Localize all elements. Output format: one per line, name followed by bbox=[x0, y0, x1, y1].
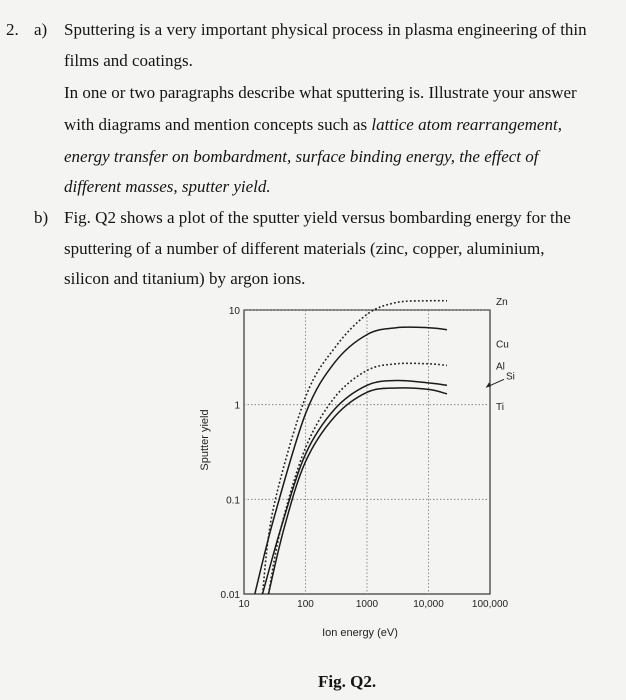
x-axis-label: Ion energy (eV) bbox=[322, 627, 398, 639]
part-b-label: b) bbox=[34, 208, 49, 227]
curve-cu bbox=[255, 327, 447, 594]
part-b-line-2: sputtering of a number of different materials (zinc, copper, aluminium, bbox=[64, 239, 545, 258]
x-tick-label: 10 bbox=[238, 599, 250, 610]
chart-grid bbox=[244, 310, 490, 594]
series-label-zn: Zn bbox=[496, 296, 508, 308]
x-tick-label: 100,000 bbox=[471, 599, 509, 610]
part-b-line-1: Fig. Q2 shows a plot of the sputter yield versus bombarding energy for the bbox=[64, 208, 571, 227]
curve-zn bbox=[263, 301, 448, 594]
curve-si bbox=[263, 380, 448, 594]
chart-tick-labels bbox=[221, 306, 509, 610]
x-tick-label: 100 bbox=[297, 599, 314, 610]
part-b-line-3: silicon and titanium) by argon ions. bbox=[64, 269, 306, 288]
part-a-line-4-italic: lattice atom rearrangement, bbox=[371, 115, 562, 134]
sputter-yield-chart bbox=[190, 290, 520, 650]
y-tick-label: 0.01 bbox=[220, 590, 240, 601]
series-label-si: Si bbox=[506, 371, 515, 383]
part-a-label: a) bbox=[34, 20, 48, 39]
part-a-line-4 bbox=[64, 115, 562, 135]
y-tick-label: 0.1 bbox=[226, 495, 240, 507]
part-a-line-2: films and coatings. bbox=[64, 51, 193, 70]
question-number: 2. bbox=[6, 20, 19, 39]
y-tick-label: 10 bbox=[228, 306, 240, 317]
series-label-ti: Ti bbox=[496, 401, 504, 413]
chart-curves bbox=[255, 301, 447, 594]
series-label-cu: Cu bbox=[496, 339, 509, 351]
y-axis-label: Sputter yield bbox=[199, 409, 211, 471]
series-label-al: Al bbox=[496, 361, 505, 373]
part-a-line-6: different masses, sputter yield. bbox=[64, 177, 271, 196]
part-a-line-1: Sputtering is a very important physical process in plasma engineering of thin bbox=[64, 20, 587, 39]
sputter-yield-figure bbox=[190, 290, 520, 650]
curve-ti bbox=[269, 388, 448, 594]
part-a-line-5: energy transfer on bombardment, surface binding energy, the effect of bbox=[64, 147, 539, 166]
y-tick-label: 1 bbox=[234, 400, 240, 412]
x-tick-label: 10,000 bbox=[413, 599, 444, 610]
figure-caption: Fig. Q2. bbox=[318, 672, 377, 691]
part-a-line-3: In one or two paragraphs describe what sputtering is. Illustrate your answer bbox=[64, 83, 577, 102]
part-a-line-4-text: with diagrams and mention concepts such as bbox=[64, 115, 372, 134]
x-tick-label: 1000 bbox=[355, 599, 379, 610]
